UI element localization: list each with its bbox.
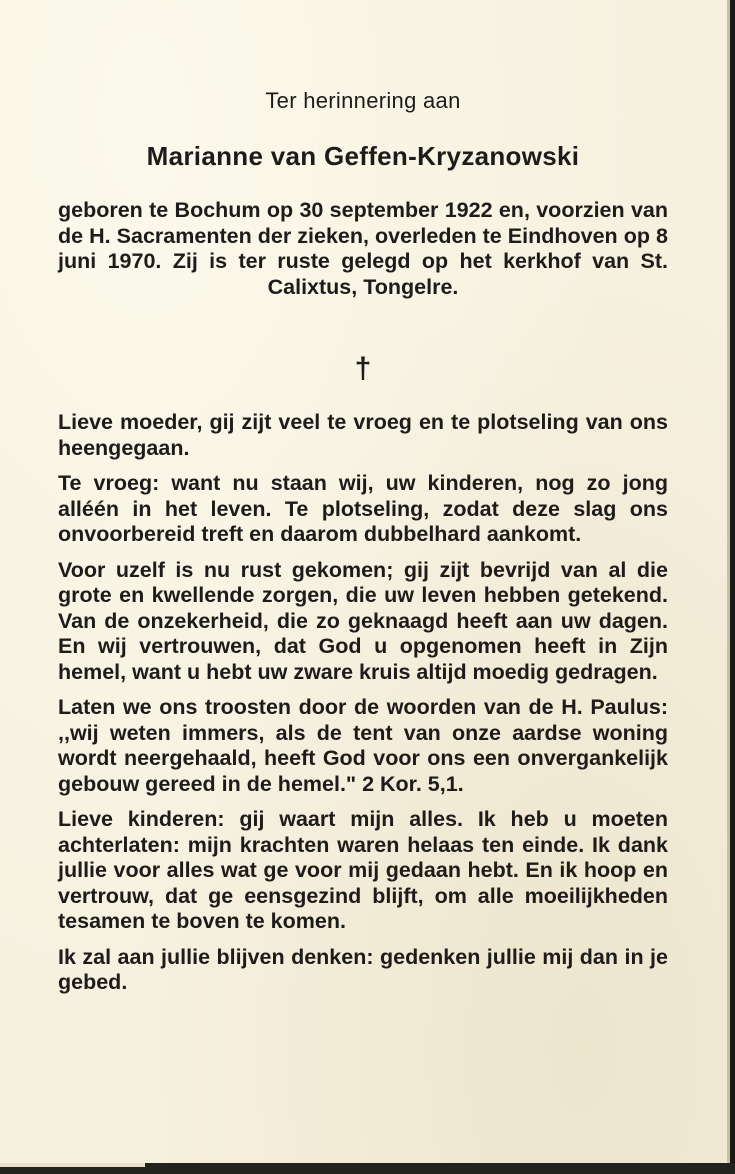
paragraph-2: Te vroeg: want nu staan wij, uw kinderen, nog zo jong alléén in het leven. Te plotseling, zodat deze slag ons onvoorbereid treft en daarom dubbelhard aankomt. [58, 471, 668, 546]
scan-bottom-edge [0, 1163, 735, 1174]
paragraph-4: Laten we ons troosten door de woorden van de H. Paulus: ,,wij weten immers, als de tent van onze aardse woning wordt neergehaald, heeft God voor ons een onvergankelijk gebouw gereed in de hemel." 2 Kor. 5,1. [58, 695, 668, 796]
memorial-text [58, 410, 668, 1006]
deceased-name: Marianne van Geffen-Kryzanowski [146, 141, 580, 171]
paragraph-6: Ik zal aan jullie blijven denken: gedenken jullie mij dan in je gebed. [58, 944, 668, 994]
paragraph-3: Voor uzelf is nu rust gekomen; gij zijt bevrijd van al die grote en kwellende zorgen, die uw leven hebben getekend. Van de onzekerheid, die zo geknaagd heeft aan uw dagen. En wij vertrouwen, dat God u opgenomen heeft in Zijn hemel, want u hebt uw zware kruis altijd moedig gedragen. [58, 557, 668, 684]
birth-death-details: geboren te Bochum op 30 september 1922 en, voorzien van de H. Sacramenten der zieken, overleden te Eindhoven op 8 juni 1970. Zij is ter ruste gelegd op het kerkhof van St. Calixtus, Tongelre. [58, 198, 668, 299]
paragraph-5: Lieve kinderen: gij waart mijn alles. Ik heb u moeten achterlaten: mijn krachten waren helaas ten einde. Ik dank jullie voor alles wat ge voor mij gedaan hebt. En ik hoop en vertrouw, dat ge eensgezind blijft, om alle moeilijkheden tesamen te boven te komen. [58, 807, 668, 933]
paper-scrap [0, 1163, 145, 1167]
cross-icon: † [354, 352, 372, 385]
card-heading: Ter herinnering aan [265, 88, 461, 113]
paragraph-1: Lieve moeder, gij zijt veel te vroeg en te plotseling van ons heengegaan. [58, 410, 668, 460]
